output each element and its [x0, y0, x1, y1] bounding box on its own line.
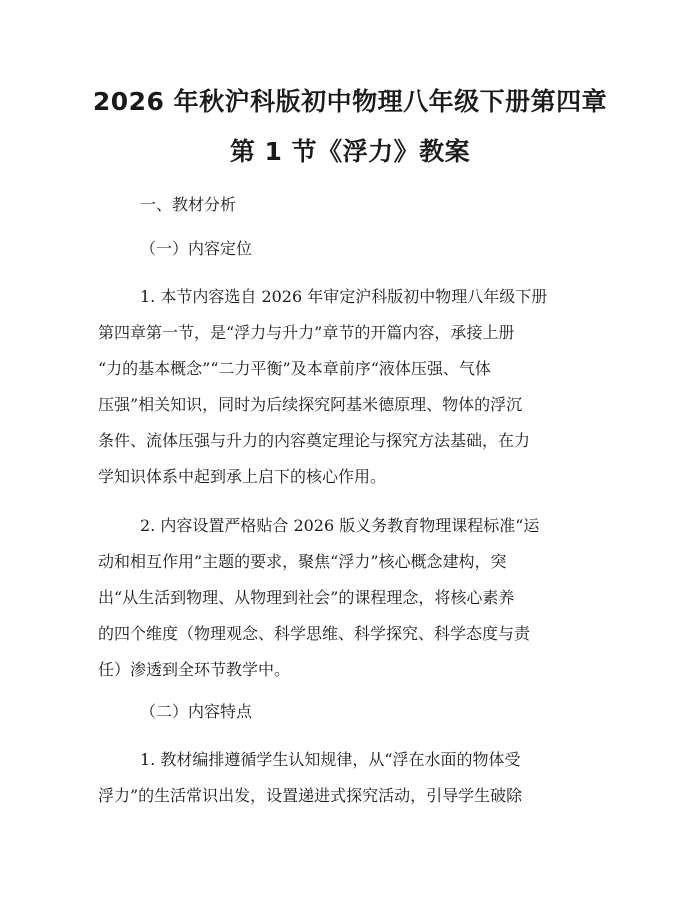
paragraph-line: 压强”相关知识，同时为后续探究阿基米德原理、物体的浮沉 [98, 395, 523, 414]
paragraph-line: 第四章第一节，是“浮力与升力”章节的开篇内容，承接上册 [98, 323, 515, 342]
paragraph-line: 条件、流体压强与升力的内容奠定理论与探究方法基础，在力 [98, 431, 531, 450]
paragraph-line: “力的基本概念”“二力平衡”及本章前序“液体压强、气体 [98, 359, 491, 378]
paragraph-line: 2. 内容设置严格贴合 2026 版义务教育物理课程标准“运 [140, 516, 540, 535]
section-heading-textbook-analysis: 一、教材分析 [140, 195, 237, 214]
paragraph-line: 出“从生活到物理、从物理到社会”的课程理念，将核心素养 [98, 588, 515, 607]
paragraph-line: 动和相互作用”主题的要求，聚焦“浮力”核心概念建构，突 [98, 552, 507, 571]
document-title-line-2: 第 1 节《浮力》教案 [229, 137, 471, 166]
paragraph-line: 1. 本节内容选自 2026 年审定沪科版初中物理八年级下册 [140, 287, 548, 306]
subsection-heading-content-features: （二）内容特点 [140, 702, 253, 721]
subsection-heading-content-positioning: （一）内容定位 [140, 239, 253, 258]
paragraph-line: 的四个维度（物理观念、科学思维、科学探究、科学态度与责 [98, 624, 531, 643]
document-title-line-1: 2026 年秋沪科版初中物理八年级下册第四章 [92, 87, 608, 116]
paragraph-line: 1. 教材编排遵循学生认知规律，从“浮在水面的物体受 [140, 750, 521, 769]
paragraph-content-features-1 [98, 742, 606, 814]
paragraph-content-positioning-2 [98, 508, 606, 688]
paragraph-line: 学知识体系中起到承上启下的核心作用。 [98, 467, 387, 486]
paragraph-line: 浮力”的生活常识出发，设置递进式探究活动，引导学生破除 [98, 786, 523, 805]
paragraph-line: 任）渗透到全环节教学中。 [98, 660, 291, 679]
paragraph-content-positioning-1 [98, 279, 606, 495]
